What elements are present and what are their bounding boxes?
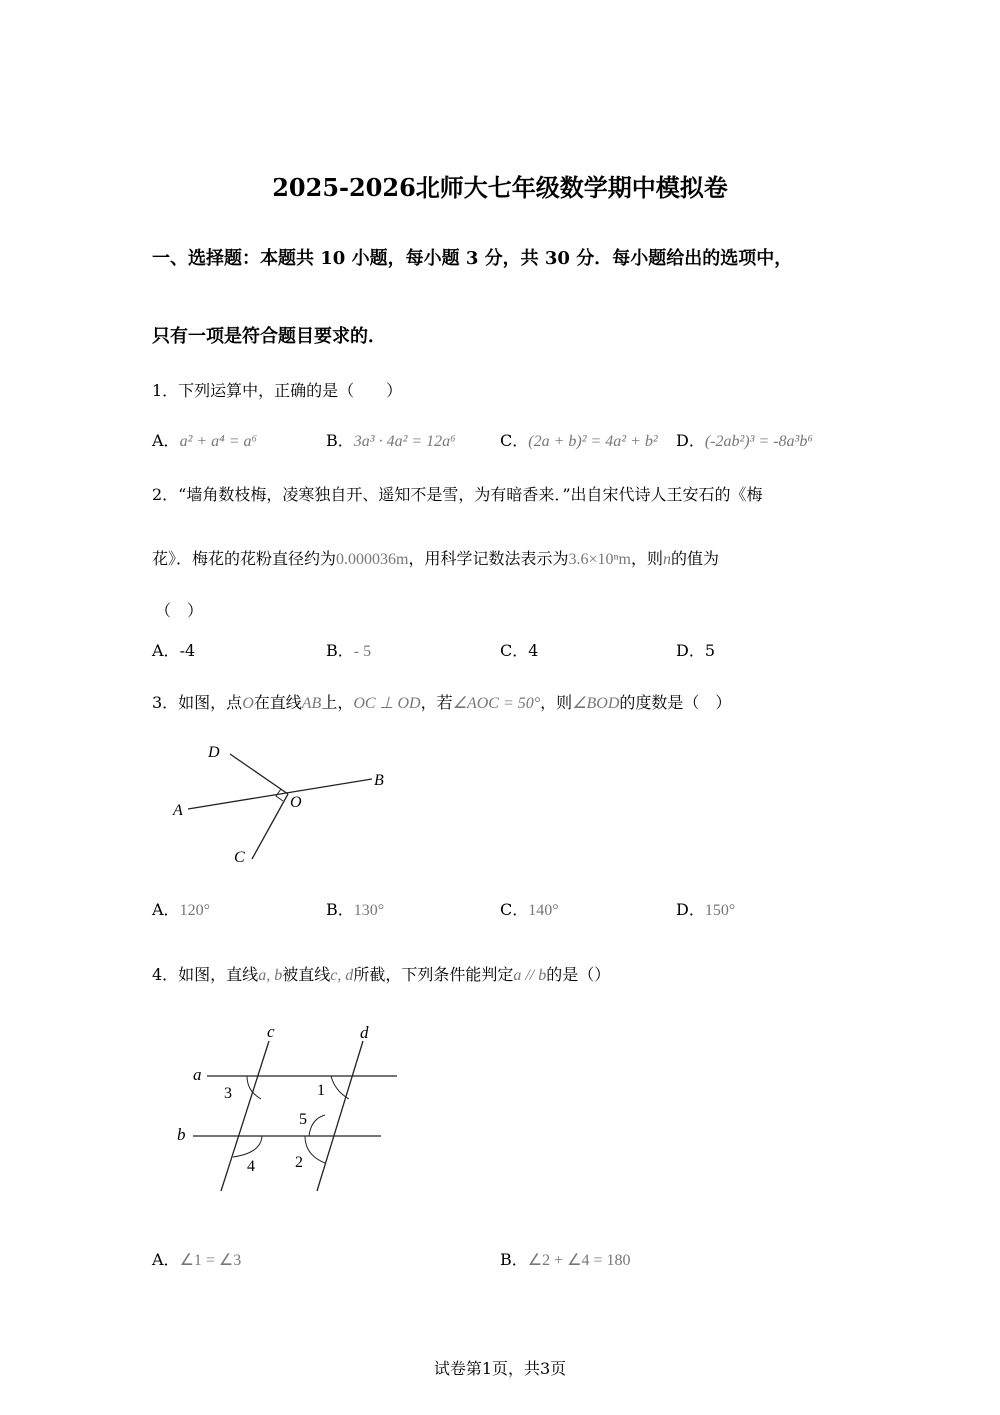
math-value: 0.000036m xyxy=(336,551,409,568)
option-value: 120° xyxy=(179,902,210,919)
angle-label-5: 5 xyxy=(299,1111,307,1128)
q2-option-d xyxy=(676,638,715,661)
option-label: A． xyxy=(152,1250,180,1269)
question-4-stem xyxy=(152,962,610,985)
text: 的是（） xyxy=(546,965,611,984)
label-c: c xyxy=(267,1022,275,1041)
text: 所截，下列条件能判定 xyxy=(353,965,514,984)
q2-option-c xyxy=(500,638,538,661)
label-b: b xyxy=(177,1125,186,1144)
text: 被直线 xyxy=(282,965,331,984)
option-expression: (-2ab²)³ = -8a³b⁶ xyxy=(704,433,813,450)
page-footer: 试卷第1页，共3页 xyxy=(433,1359,567,1378)
text: 4．如图，直线 xyxy=(152,965,259,984)
math-expression: ∠BOD xyxy=(572,695,620,712)
option-label: A． xyxy=(152,431,180,450)
option-label: C． xyxy=(500,900,529,919)
question-2-line1: 2．“墙角数枝梅，凌寒独自开、遥知不是雪，为有暗香来．”出自宋代诗人王安石的《梅 xyxy=(152,485,763,504)
section-heading-line2: 只有一项是符合题目要求的． xyxy=(152,326,386,347)
page-title: 2025-2026北师大七年级数学期中模拟卷 xyxy=(272,173,728,202)
q3-option-b xyxy=(326,897,384,920)
label-B: B xyxy=(374,772,384,789)
math-expression: ∠AOC = 50° xyxy=(452,695,541,712)
q3-figure xyxy=(160,735,400,870)
question-2-line2 xyxy=(152,546,719,569)
text: 花》．梅花的花粉直径约为 xyxy=(152,549,337,568)
option-expression: a² + a⁴ = a⁶ xyxy=(179,433,258,450)
angle-label-1: 1 xyxy=(317,1082,325,1099)
text: 的度数是（ ） xyxy=(619,693,732,712)
label-A: A xyxy=(173,802,183,819)
option-value: 140° xyxy=(528,902,559,919)
question-3-stem xyxy=(152,690,731,713)
label-O: O xyxy=(290,794,302,811)
text: 上， xyxy=(321,693,354,712)
math-value: 3.6×10ⁿm xyxy=(568,551,631,568)
option-label: D． xyxy=(676,900,705,919)
text: ，则 xyxy=(631,549,664,568)
option-value: - 5 xyxy=(353,643,372,660)
question-2-line3: （ ） xyxy=(155,601,204,620)
math-expression: OC ⊥ OD xyxy=(353,695,421,712)
q4-option-a xyxy=(152,1247,241,1270)
q2-option-a xyxy=(152,638,195,661)
text: 3．如图，点 xyxy=(152,693,243,712)
q1-option-b xyxy=(326,428,456,451)
option-value: 5 xyxy=(704,641,716,660)
angle-label-3: 3 xyxy=(224,1085,232,1102)
option-label: A． xyxy=(152,900,180,919)
q4-option-b xyxy=(500,1247,631,1270)
math-expression: a // b xyxy=(513,967,547,984)
text: 在直线 xyxy=(253,693,302,712)
option-expression: (2a + b)² = 4a² + b² xyxy=(528,433,658,450)
option-label: B． xyxy=(326,641,354,660)
q3-option-d xyxy=(676,897,735,920)
section-heading-line1: 一、选择题：本题共 10 小题，每小题 3 分，共 30 分．每小题给出的选项中， xyxy=(152,248,793,269)
label-C: C xyxy=(234,849,245,866)
angle-label-2: 2 xyxy=(295,1154,303,1171)
text: ，用科学记数法表示为 xyxy=(408,549,569,568)
option-label: C． xyxy=(500,641,529,660)
label-d: d xyxy=(360,1023,369,1042)
text: ，若 xyxy=(420,693,453,712)
q4-figure xyxy=(165,1015,415,1200)
q1-option-c xyxy=(500,428,658,451)
math-variable: a, b xyxy=(258,967,283,984)
q3-option-a xyxy=(152,897,210,920)
option-label: B． xyxy=(326,431,354,450)
option-expression: 3a³ · 4a² = 12a⁶ xyxy=(353,433,456,450)
option-value: -4 xyxy=(179,641,196,660)
option-label: D． xyxy=(676,431,705,450)
option-expression: ∠2 + ∠4 = 180 xyxy=(527,1252,631,1269)
q3-option-c xyxy=(500,897,559,920)
label-D: D xyxy=(208,744,220,761)
option-label: B． xyxy=(500,1250,528,1269)
q2-option-b xyxy=(326,638,371,661)
math-variable: n xyxy=(663,551,672,568)
option-value: 4 xyxy=(528,641,539,660)
option-label: D． xyxy=(676,641,705,660)
math-variable: AB xyxy=(301,695,322,712)
math-variable: O xyxy=(242,695,254,712)
q1-option-a xyxy=(152,428,257,451)
option-label: B． xyxy=(326,900,354,919)
option-expression: ∠1 = ∠3 xyxy=(179,1252,242,1269)
text: ，则 xyxy=(540,693,573,712)
label-a: a xyxy=(193,1065,202,1084)
option-value: 130° xyxy=(353,902,385,919)
q1-option-d xyxy=(676,428,813,451)
option-label: C． xyxy=(500,431,529,450)
option-value: 150° xyxy=(704,902,736,919)
angle-label-4: 4 xyxy=(247,1158,255,1175)
question-1-stem: 1．下列运算中，正确的是（ ） xyxy=(152,381,403,400)
option-label: A． xyxy=(152,641,180,660)
text: 的值为 xyxy=(671,549,720,568)
math-variable: c, d xyxy=(330,967,354,984)
